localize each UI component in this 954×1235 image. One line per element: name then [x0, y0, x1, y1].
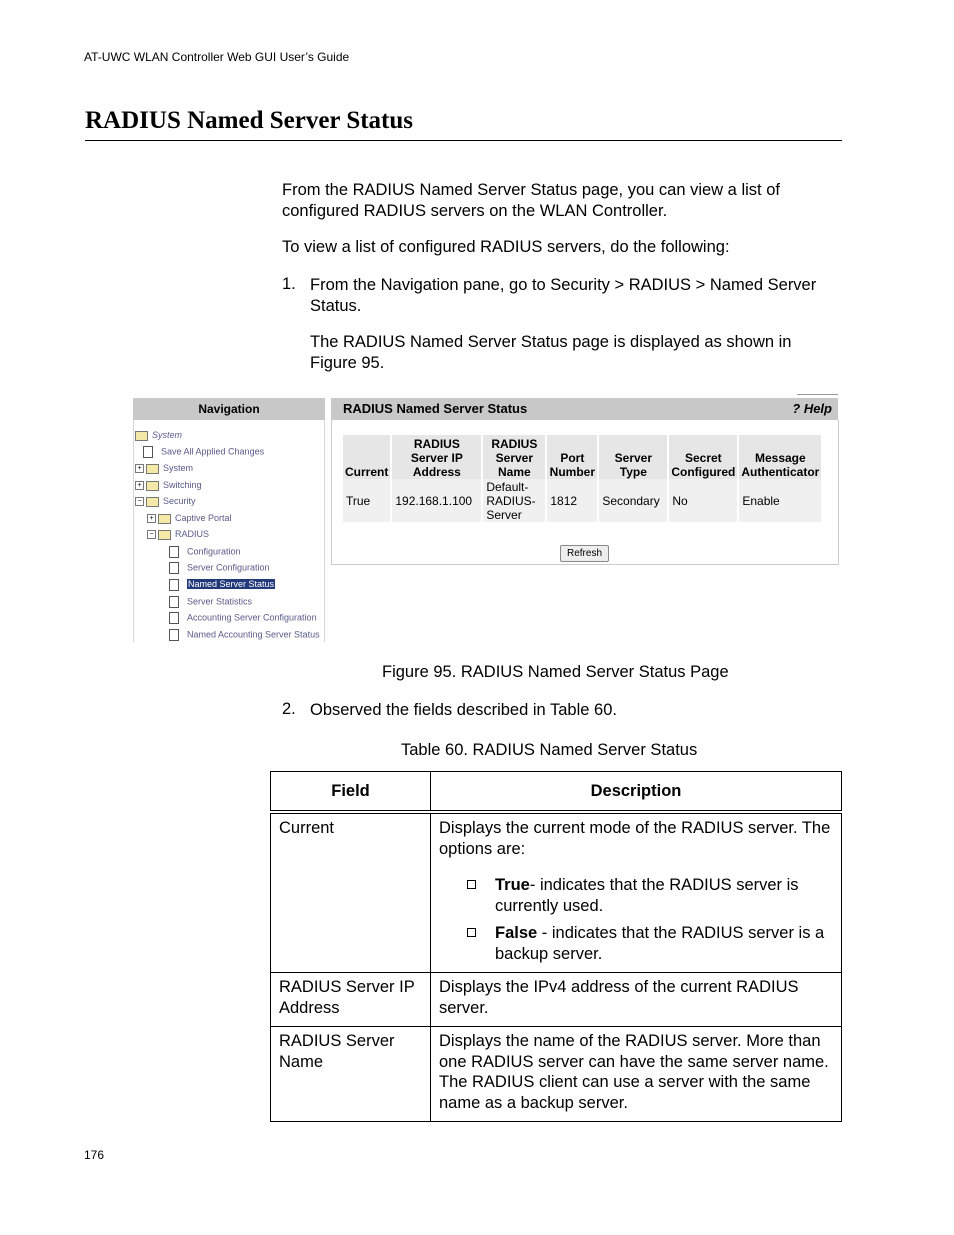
header-field: Field: [271, 772, 431, 813]
desc-server-name: Displays the name of the RADIUS server. More than one RADIUS server can have the same server name. The RADIUS client can use a server with the same name as a backup server.: [431, 1027, 842, 1122]
col-current: Current: [343, 435, 390, 479]
tree-item-system[interactable]: + System: [135, 463, 193, 474]
folder-icon: [135, 431, 148, 441]
page-icon: [143, 446, 153, 458]
table-row: [271, 973, 842, 1027]
instruction-paragraph: To view a list of configured RADIUS servers, do the following:: [282, 238, 730, 256]
col-secret: Secret Configured: [669, 435, 737, 479]
tree-item-server-configuration[interactable]: Server Configuration: [169, 562, 270, 574]
step-1-text: From the Navigation pane, go to Security > RADIUS > Named Server Status.: [310, 276, 817, 315]
tree-item-root[interactable]: System: [135, 430, 182, 441]
col-port: Port Number: [547, 435, 597, 479]
table-row: [343, 479, 821, 522]
table-row: [271, 1027, 842, 1122]
collapse-icon: −: [147, 530, 156, 539]
content-title: RADIUS Named Server Status: [343, 401, 528, 416]
page-icon: [169, 546, 179, 558]
table-row: [271, 812, 842, 973]
folder-icon: [146, 464, 159, 474]
folder-icon: [158, 514, 171, 524]
bullet-box-icon: [467, 928, 476, 937]
cell-port: 1812: [547, 479, 597, 522]
col-server-type: Server Type: [599, 435, 667, 479]
nav-border-left: [133, 420, 134, 642]
desc-current: Displays the current mode of the RADIUS server. The options are: True- indicates that the RADIUS server is currently used. False - indicates that the RADIUS server is a backup server.: [431, 812, 842, 973]
page-icon: [169, 596, 179, 608]
collapse-icon: −: [135, 497, 144, 506]
server-status-table: [341, 435, 823, 522]
refresh-button[interactable]: Refresh: [560, 545, 609, 562]
col-message-auth: Message Authenticator: [739, 435, 821, 479]
cell-secret: No: [669, 479, 737, 522]
intro-paragraph: From the RADIUS Named Server Status page, you can view a list of configured RADIUS servers on the WLAN Controller.: [282, 181, 780, 220]
cell-message-auth: Enable: [739, 479, 821, 522]
folder-open-icon: [158, 530, 171, 540]
table-60: [270, 771, 842, 1122]
bullet-false: False - indicates that the RADIUS server is a backup server.: [439, 923, 833, 964]
step-1-number: 1.: [282, 275, 296, 293]
tree-item-radius[interactable]: − RADIUS: [147, 529, 209, 540]
table-header-row: [343, 435, 821, 479]
col-server-name: RADIUS Server Name: [483, 435, 545, 479]
tree-item-security[interactable]: − Security: [135, 496, 196, 507]
cell-server-type: Secondary: [599, 479, 667, 522]
cell-server-name: Default- RADIUS- Server: [483, 479, 545, 522]
field-current: Current: [271, 812, 431, 973]
tree-item-save[interactable]: Save All Applied Changes: [143, 446, 264, 458]
help-link[interactable]: ? Help: [792, 401, 832, 416]
tree-item-named-server-status[interactable]: Named Server Status: [169, 579, 275, 591]
tree-item-configuration[interactable]: Configuration: [169, 546, 241, 558]
title-rule: [85, 140, 842, 141]
page-title: RADIUS Named Server Status: [85, 107, 414, 134]
expand-icon: +: [147, 514, 156, 523]
header-accent-line: [797, 394, 838, 395]
page-icon: [169, 579, 179, 591]
navigation-tree: [135, 430, 325, 642]
table-header-row: [271, 772, 842, 813]
step-2-number: 2.: [282, 700, 296, 718]
tree-item-switching[interactable]: + Switching: [135, 480, 202, 491]
cell-server-ip: 192.168.1.100: [392, 479, 481, 522]
bullet-true: True- indicates that the RADIUS server is currently used.: [439, 875, 833, 916]
field-server-name: RADIUS Server Name: [271, 1027, 431, 1122]
page-icon: [169, 629, 179, 641]
folder-open-icon: [146, 497, 159, 507]
header-description: Description: [431, 772, 842, 813]
content-header: [331, 398, 838, 420]
folder-icon: [146, 481, 159, 491]
page-icon: [169, 562, 179, 574]
page-number: 176: [84, 1148, 105, 1162]
page-icon: [169, 612, 179, 624]
expand-icon: +: [135, 481, 144, 490]
table-caption: Table 60. RADIUS Named Server Status: [401, 741, 698, 759]
step-1-result: The RADIUS Named Server Status page is displayed as shown in Figure 95.: [310, 333, 792, 372]
figure-caption: Figure 95. RADIUS Named Server Status Page: [382, 663, 729, 681]
tree-item-server-statistics[interactable]: Server Statistics: [169, 596, 252, 608]
running-header: AT-UWC WLAN Controller Web GUI User’s Guide: [84, 50, 350, 64]
cell-current: True: [343, 479, 390, 522]
col-server-ip: RADIUS Server IP Address: [392, 435, 481, 479]
bullet-box-icon: [467, 880, 476, 889]
tree-item-accounting-server-configuration[interactable]: Accounting Server Configuration: [169, 612, 317, 624]
navigation-header: Navigation: [133, 398, 325, 420]
desc-server-ip: Displays the IPv4 address of the current RADIUS server.: [431, 973, 842, 1027]
tree-item-named-accounting-server-status[interactable]: Named Accounting Server Status: [169, 629, 320, 641]
expand-icon: +: [135, 464, 144, 473]
step-2-text: Observed the fields described in Table 60.: [310, 701, 617, 719]
tree-item-captive-portal[interactable]: + Captive Portal: [147, 513, 232, 524]
field-server-ip: RADIUS Server IP Address: [271, 973, 431, 1027]
